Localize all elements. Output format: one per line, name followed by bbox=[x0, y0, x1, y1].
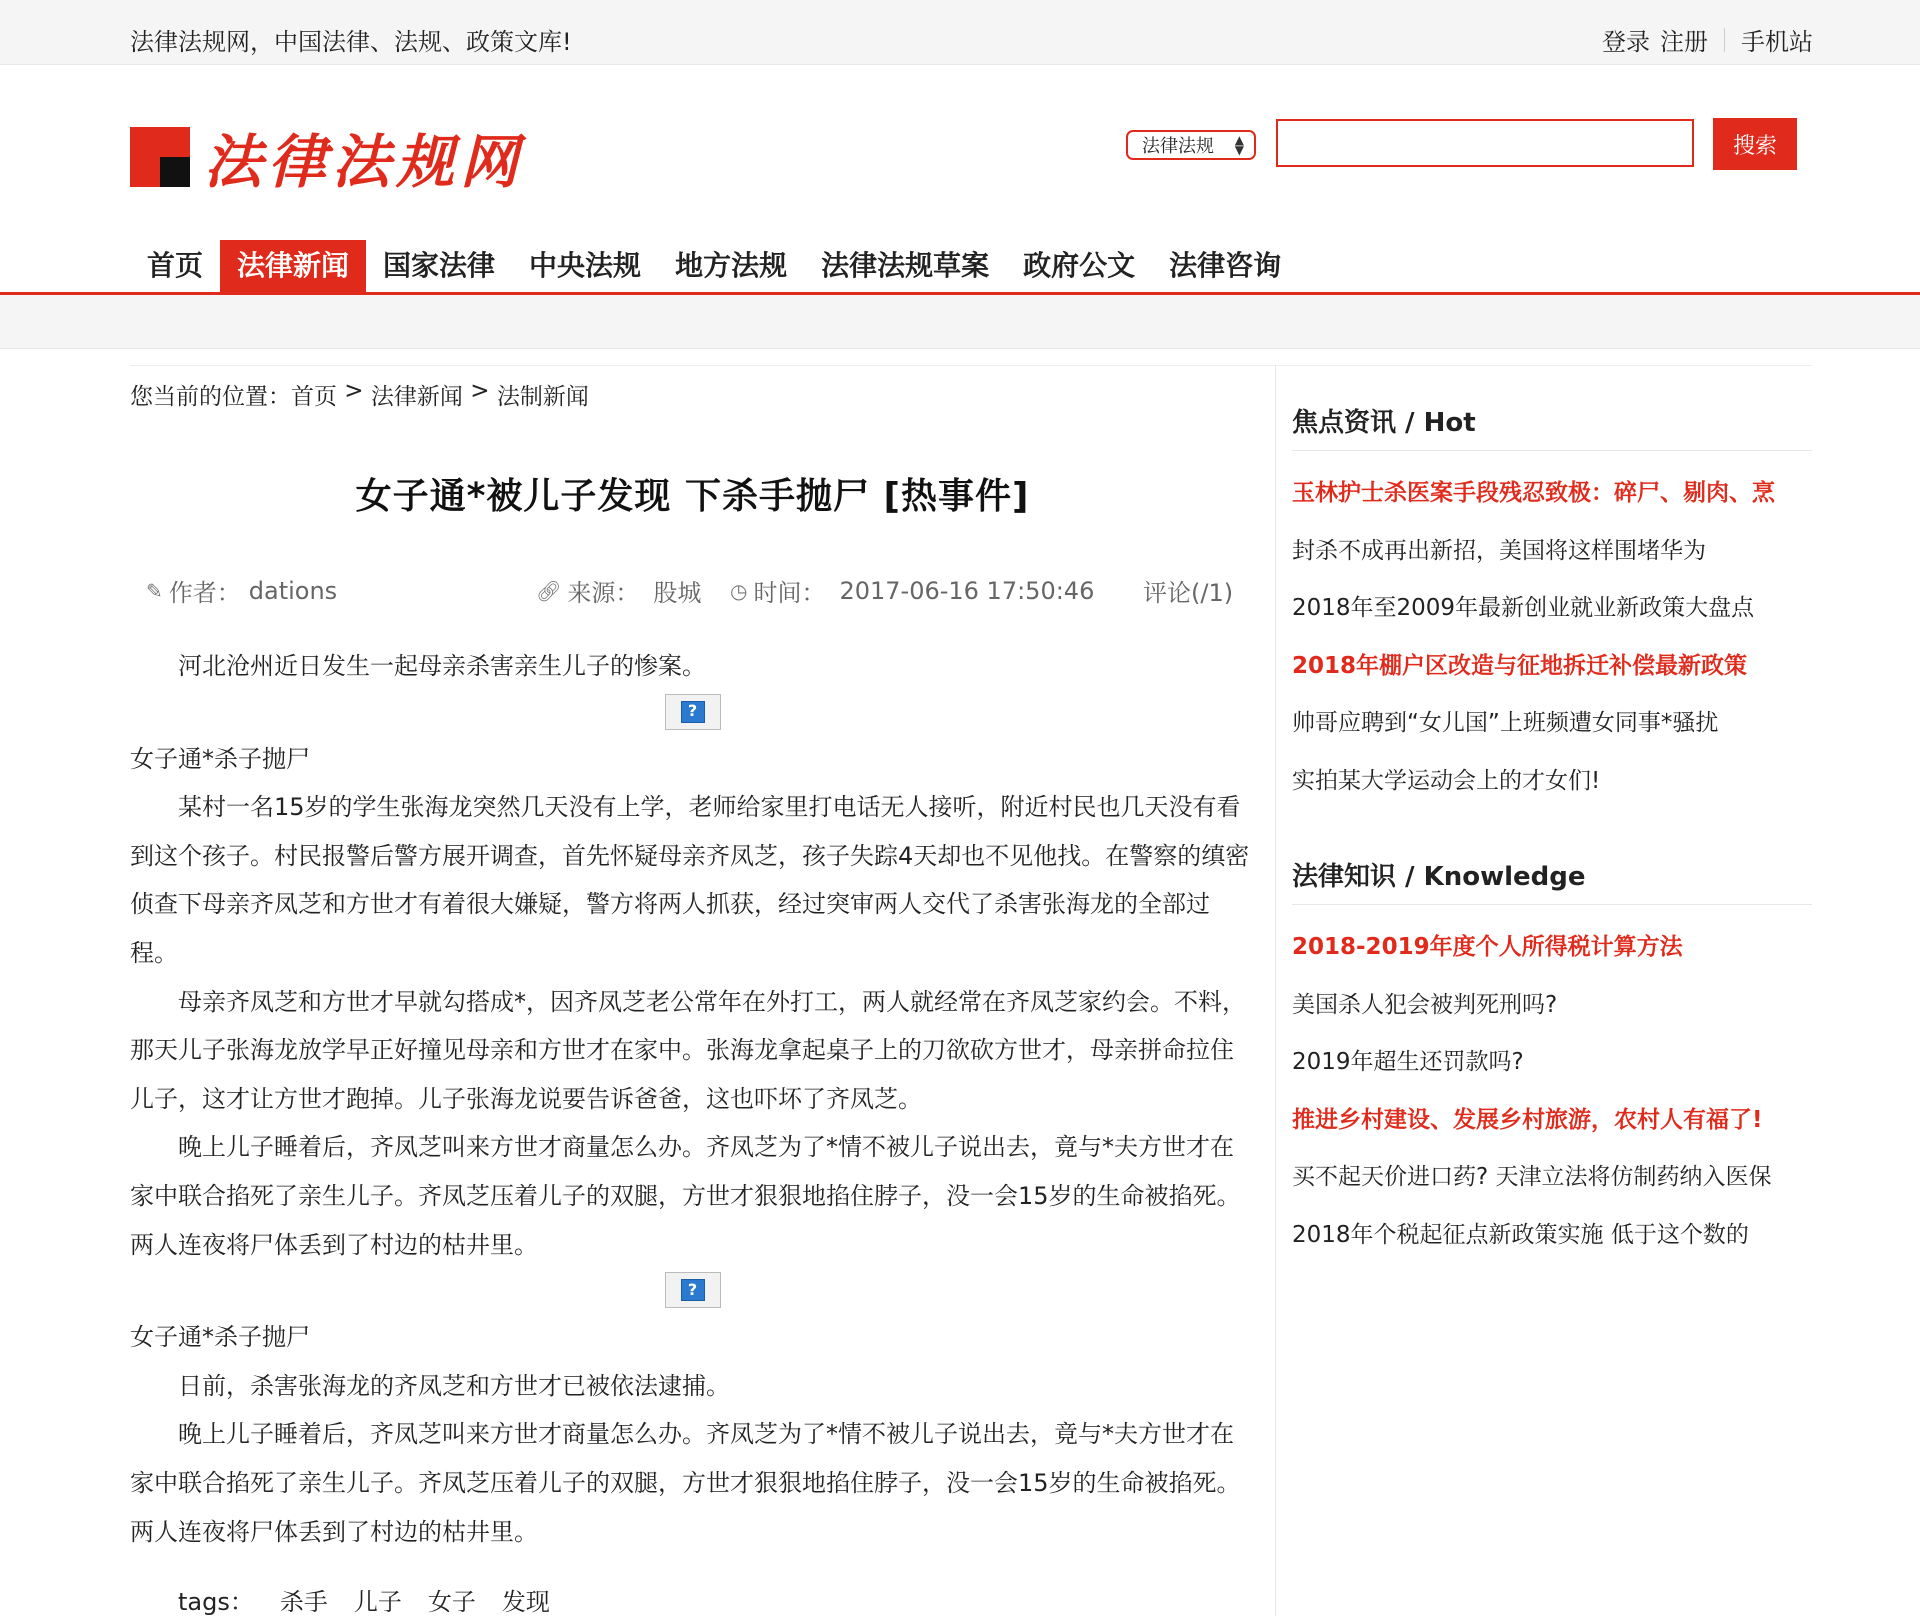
search-category-select[interactable] bbox=[1126, 130, 1256, 160]
nav-item-national-law[interactable]: 国家法律 bbox=[383, 249, 496, 282]
column-divider bbox=[1275, 365, 1276, 1616]
paragraph: 河北沧州近日发生一起母亲杀害亲生儿子的惨案。 bbox=[178, 652, 706, 680]
breadcrumb-separator: > bbox=[337, 378, 371, 404]
article-image bbox=[130, 687, 1255, 737]
nav-item-drafts[interactable]: 法律法规草案 bbox=[821, 249, 990, 282]
knowledge-list bbox=[1292, 905, 1812, 1265]
knowledge-title: 法律知识 / Knowledge bbox=[1292, 850, 1812, 905]
article-title: 女子通*被儿子发现 下杀手抛尸 [热事件] bbox=[355, 476, 1030, 517]
list-item[interactable]: 封杀不成再出新招，美国将这样围堵华为 bbox=[1292, 537, 1706, 564]
breadcrumb-prefix: 您当前的位置： bbox=[130, 384, 291, 410]
source-name: 股城 bbox=[653, 579, 702, 607]
hot-news-panel bbox=[1292, 396, 1812, 811]
author-name: dations bbox=[248, 576, 338, 605]
nav-item-legal-news[interactable]: 法律新闻 bbox=[220, 240, 366, 292]
time-label: 时间： bbox=[753, 579, 826, 607]
image-caption: 女子通*杀子抛尸 bbox=[130, 1323, 310, 1352]
article-author bbox=[146, 573, 337, 608]
clock-icon: ◷ bbox=[730, 578, 748, 603]
paragraph: 日前，杀害张海龙的齐凤芝和方世才已被依法逮捕。 bbox=[178, 1371, 730, 1400]
article-body bbox=[130, 642, 1255, 1556]
list-item[interactable]: 买不起天价进口药? 天津立法将仿制药纳入医保 bbox=[1292, 1164, 1772, 1191]
paragraph: 母亲齐凤芝和方世才早就勾搭成*，因齐凤芝老公常年在外打工，两人就经常在齐凤芝家约会。不料，那天儿子张海龙放学早正好撞见母亲和方世才在家中。张海龙拿起桌子上的刀欲砍方世才，母亲拼命拉住儿子，这才让方世才跑掉。儿子张海龙说要告诉爸爸，这也吓坏了齐凤芝。 bbox=[130, 987, 1246, 1113]
site-slogan: 法律法规网，中国法律、法规、政策文库! bbox=[130, 28, 572, 56]
search-button[interactable]: 搜索 bbox=[1713, 118, 1797, 170]
breadcrumb bbox=[130, 378, 589, 411]
register-link[interactable]: 注册 bbox=[1660, 28, 1708, 56]
divider bbox=[130, 365, 1812, 366]
link-icon: 🔗︎ bbox=[536, 578, 562, 603]
list-item[interactable]: 2018年棚户区改造与征地拆迁补偿最新政策 bbox=[1292, 652, 1748, 679]
author-label: 作者： bbox=[168, 579, 241, 607]
article-image bbox=[130, 1265, 1255, 1315]
paragraph: 晚上儿子睡着后，齐凤芝叫来方世才商量怎么办。齐凤芝为了*情不被儿子说出去，竟与*夫方世才在家中联合掐死了亲生儿子。齐凤芝压着儿子的双腿，方世才狠狠地掐住脖子，没一会15岁的生命被掐死。两人连夜将尸体丢到了村边的枯井里。 bbox=[130, 1420, 1241, 1546]
nav-item-legal-consult[interactable]: 法律咨询 bbox=[1169, 249, 1282, 282]
account-links bbox=[1602, 22, 1813, 57]
article-time bbox=[730, 573, 1094, 608]
logo-text: 法律法规网 bbox=[204, 128, 525, 196]
paragraph: 某村一名15岁的学生张海龙突然几天没有上学，老师给家里打电话无人接听，附近村民也几天没有看到这个孩子。村民报警后警方展开调查，首先怀疑母亲齐凤芝，孩子失踪4天却也不见他找。在警察的缜密侦查下母亲齐凤芝和方世才有着很大嫌疑，警方将两人抓获，经过突审两人交代了杀害张海龙的全部过程。 bbox=[130, 793, 1250, 967]
source-label: 来源： bbox=[567, 579, 640, 607]
tag-link[interactable]: 女子 bbox=[427, 1588, 476, 1616]
list-item[interactable]: 玉林护士杀医案手段残忍致极：碎尸、剔肉、烹 bbox=[1292, 480, 1775, 506]
article-tags bbox=[178, 1582, 550, 1617]
sub-nav-band bbox=[0, 295, 1920, 349]
paragraph: 晚上儿子睡着后，齐凤芝叫来方世才商量怎么办。齐凤芝为了*情不被儿子说出去，竟与*夫方世才在家中联合掐死了亲生儿子。齐凤芝压着儿子的双腿，方世才狠狠地掐住脖子，没一会15岁的生命被掐死。两人连夜将尸体丢到了村边的枯井里。 bbox=[130, 1133, 1241, 1259]
nav-item-local-regulations[interactable]: 地方法规 bbox=[675, 249, 788, 282]
main-nav bbox=[130, 240, 1298, 292]
image-caption: 女子通*杀子抛尸 bbox=[130, 744, 310, 773]
hot-news-list bbox=[1292, 451, 1812, 811]
nav-item-government-docs[interactable]: 政府公文 bbox=[1023, 249, 1136, 282]
breadcrumb-legal-news[interactable]: 法律新闻 bbox=[370, 384, 463, 410]
select-arrows-icon: ▲ ▼ bbox=[1234, 133, 1244, 157]
tag-link[interactable]: 杀手 bbox=[279, 1588, 328, 1616]
mobile-site-link[interactable]: 手机站 bbox=[1741, 28, 1813, 56]
comments-link[interactable]: 评论(/1) bbox=[1143, 579, 1234, 607]
knowledge-panel bbox=[1292, 850, 1812, 1265]
search-category-value: 法律法规 bbox=[1142, 136, 1214, 157]
site-logo[interactable] bbox=[130, 115, 524, 199]
login-link[interactable]: 登录 bbox=[1602, 28, 1650, 56]
list-item[interactable]: 推进乡村建设、发展乡村旅游，农村人有福了! bbox=[1292, 1106, 1763, 1133]
broken-image-icon: ? bbox=[681, 701, 705, 723]
list-item[interactable]: 2018年个税起征点新政策实施 低于这个数的 bbox=[1292, 1221, 1749, 1248]
broken-image-icon: ? bbox=[681, 1279, 705, 1301]
nav-item-home[interactable]: 首页 bbox=[147, 249, 204, 282]
list-item[interactable]: 帅哥应聘到“女儿国”上班频遭女同事*骚扰 bbox=[1292, 710, 1719, 737]
list-item[interactable]: 2018年至2009年最新创业就业新政策大盘点 bbox=[1292, 595, 1755, 622]
nav-item-central-regulations[interactable]: 中央法规 bbox=[529, 249, 642, 282]
list-item[interactable]: 2019年超生还罚款吗? bbox=[1292, 1049, 1524, 1076]
tag-link[interactable]: 儿子 bbox=[353, 1588, 402, 1616]
breadcrumb-separator: > bbox=[462, 378, 497, 404]
list-item[interactable]: 实拍某大学运动会上的才女们! bbox=[1292, 767, 1601, 794]
hot-news-title: 焦点资讯 / Hot bbox=[1292, 396, 1812, 451]
search-input[interactable] bbox=[1276, 119, 1694, 167]
tag-link[interactable]: 发现 bbox=[501, 1588, 550, 1616]
breadcrumb-home[interactable]: 首页 bbox=[291, 384, 337, 410]
article-source bbox=[536, 573, 701, 608]
edit-icon: ✎ bbox=[146, 578, 163, 603]
time-value: 2017-06-16 17:50:46 bbox=[839, 576, 1095, 605]
divider bbox=[1724, 28, 1725, 52]
logo-mark-icon bbox=[130, 127, 190, 187]
top-bar bbox=[0, 0, 1920, 65]
list-item[interactable]: 美国杀人犯会被判死刑吗? bbox=[1292, 991, 1558, 1018]
breadcrumb-current[interactable]: 法制新闻 bbox=[496, 384, 589, 410]
tags-label: tags： bbox=[178, 1588, 254, 1616]
list-item[interactable]: 2018-2019年度个人所得税计算方法 bbox=[1292, 934, 1683, 960]
